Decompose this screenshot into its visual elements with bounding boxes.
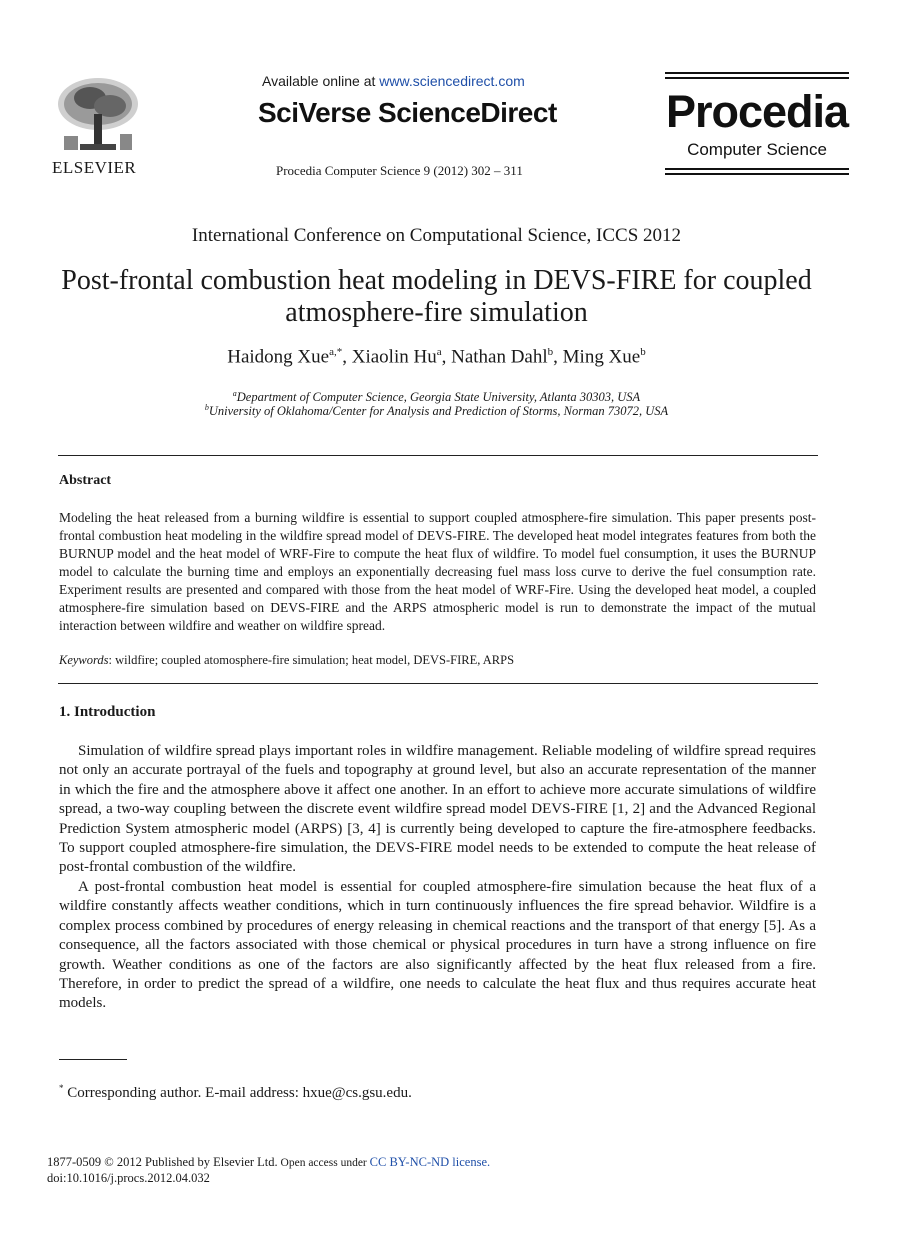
author-affil-mark: b: [547, 346, 554, 358]
author-name: Xiaolin Hu: [351, 346, 437, 368]
conference-name: International Conference on Computational Science, ICCS 2012: [191, 225, 682, 246]
logo-rule: [665, 168, 849, 170]
affiliation-text: University of Oklahoma/Center for Analysis and Prediction of Storms, Norman 73072, USA: [208, 404, 669, 419]
abstract-body: Modeling the heat released from a burning wildfire is essential to support coupled atmosphere-fire simulation. This paper presents post-frontal combustion heat modeling in the wildfire spread model of DEVS-FIRE. The developed heat model integrates features from both the BURNUP model and the heat model of WRF-Fire to compute the heat flux of wildfire. To model fuel consumption, it uses the BURNUP model to calculate the burning time and employs an exponentially decreasing fuel mass loss curve to derive the fuel consumption rate. Experiment results are presented and compared with those from the heat model of WRF-Fire. Using the developed heat model, a coupled atmosphere-fire simulation based on DEVS-FIRE and the ARPS atmospheric model is run to demonstrate the impact of the mutual interaction between wildfire and weather on wildfire spread.: [59, 510, 816, 633]
doi: doi:10.1016/j.procs.2012.04.032: [47, 1171, 210, 1185]
footnote: [59, 1083, 412, 1102]
publisher-logo-text: ELSEVIER: [52, 158, 137, 177]
footnote-rule: [59, 1059, 127, 1060]
author-separator: ,: [441, 346, 452, 368]
author-name: Nathan Dahl: [451, 346, 548, 368]
author-name: Ming Xue: [562, 346, 641, 368]
issn-copyright: 1877-0509 © 2012 Published by Elsevier Ltd.: [47, 1155, 278, 1169]
author-separator: ,: [342, 346, 352, 368]
divider: [58, 683, 818, 684]
affiliation-mark: a: [232, 389, 237, 398]
intro-paragraph: Simulation of wildfire spread plays important roles in wildfire management. Reliable modeling of wildfire spread requires not only an accurate portrayal of the fuels and topography at ground level, but also an accurate representation of the manner in which the fire and the atmosphere above it affect one another. In an effort to achieve more accurate simulations of wildfire spread, a two-way coupling between the discrete event wildfire spread model DEVS-FIRE [1, 2] and the Advanced Regional Prediction System atmospheric model (ARPS) [3, 4] is currently being developed to capture the fire-atmosphere feedbacks. To support coupled atmosphere-fire simulation, the DEVS-FIRE model needs to be extended to compute the heat release of post-frontal combustion of the wildfire.: [59, 743, 816, 876]
procedia-logo: [665, 72, 849, 175]
platform-logo: SciVerse ScienceDirect: [258, 97, 557, 128]
keywords-list: : wildfire; coupled atomosphere-fire simulation; heat model, DEVS-FIRE, ARPS: [108, 653, 515, 667]
author-affil-mark: b: [640, 346, 646, 358]
procedia-logo-subtitle: Computer Science: [687, 140, 827, 159]
journal-reference: Procedia Computer Science 9 (2012) 302 – 311: [276, 163, 523, 178]
footnote-text: Corresponding author. E-mail address: hxue@cs.gsu.edu.: [63, 1085, 412, 1101]
author-name: Haidong Xue: [227, 346, 330, 368]
available-prefix: Available online at: [262, 73, 380, 89]
author-separator: ,: [553, 346, 563, 368]
title-line: atmosphere-fire simulation: [285, 297, 588, 328]
divider: [58, 455, 818, 456]
logo-rule: [665, 173, 849, 175]
affiliation-text: Department of Computer Science, Georgia State University, Atlanta 30303, USA: [236, 390, 641, 405]
affiliation-mark: b: [204, 403, 209, 412]
footnote-mark: *: [59, 1083, 64, 1093]
section-heading: 1. Introduction: [59, 704, 156, 720]
open-access-text: Open access under: [277, 1157, 370, 1169]
author-affil-mark: a: [436, 346, 442, 358]
title-line: Post-frontal combustion heat modeling in DEVS-FIRE for coupled: [61, 265, 812, 296]
license-link[interactable]: CC BY-NC-ND license.: [369, 1155, 491, 1169]
author-list: [0, 346, 873, 368]
keywords: [59, 653, 514, 668]
keywords-label: Keywords: [59, 653, 109, 667]
intro-paragraph: A post-frontal combustion heat model is essential for coupled atmosphere-fire simulation because the heat flux of a wildfire constantly affects weather conditions, which in turn continuously influences the fire spread behavior. Wildfire is a complex process combined by procedures of energy releasing in chemical reactions and the transport of that energy [5]. As a consequence, all the factors associated with those chemical or physical procedures in turn have a strong influence on fire growth. Weather conditions as one of the factors are also significantly affected by the heat flux released from a fire. Therefore, in order to predict the spread of a wildfire, one needs to calculate the heat flux and thus requires accurate heat models.: [59, 879, 816, 1012]
logo-rule: [665, 72, 849, 74]
procedia-logo-title: Procedia: [665, 86, 849, 137]
available-online: [262, 73, 525, 89]
sciencedirect-link[interactable]: www.sciencedirect.com: [379, 73, 525, 89]
affiliation: [0, 403, 873, 419]
tree-icon: [50, 74, 146, 158]
logo-rule: [665, 77, 849, 79]
paper-title: [40, 265, 833, 329]
copyright-line: [47, 1155, 490, 1170]
abstract-heading: Abstract: [59, 473, 112, 488]
author-affil-mark: a,*: [329, 346, 343, 358]
